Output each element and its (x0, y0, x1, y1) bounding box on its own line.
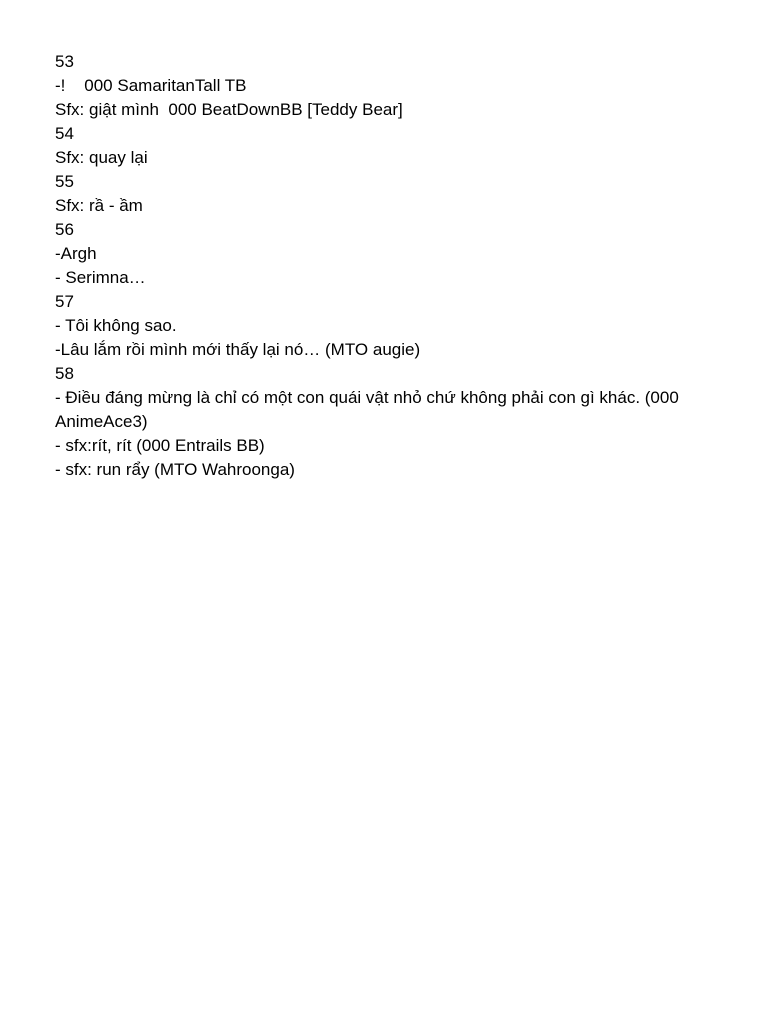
page-number-58: 58 (55, 364, 74, 383)
sfx-line: Sfx: rầ - ầm (55, 196, 143, 215)
text-line: -! 000 SamaritanTall TB (55, 76, 247, 95)
sfx-line: Sfx: quay lại (55, 148, 148, 167)
sfx-line: Sfx: giật mình 000 BeatDownBB [Teddy Bear] (55, 100, 403, 119)
document-body (55, 50, 715, 482)
dialogue-line: - Điều đáng mừng là chỉ có một con quái vật nhỏ chứ không phải con gì khác. (000 AnimeAce3) (55, 388, 683, 431)
page-number-55: 55 (55, 172, 74, 191)
page-number-54: 54 (55, 124, 74, 143)
dialogue-line: -Argh (55, 244, 97, 263)
page-number-57: 57 (55, 292, 74, 311)
dialogue-line: - Serimna… (55, 268, 146, 287)
page-number-53: 53 (55, 52, 74, 71)
dialogue-line: - Tôi không sao. (55, 316, 177, 335)
sfx-line: - sfx:rít, rít (000 Entrails BB) (55, 436, 265, 455)
sfx-line: - sfx: run rẩy (MTO Wahroonga) (55, 460, 295, 479)
dialogue-line: -Lâu lắm rồi mình mới thấy lại nó… (MTO augie) (55, 340, 421, 359)
page-number-56: 56 (55, 220, 74, 239)
